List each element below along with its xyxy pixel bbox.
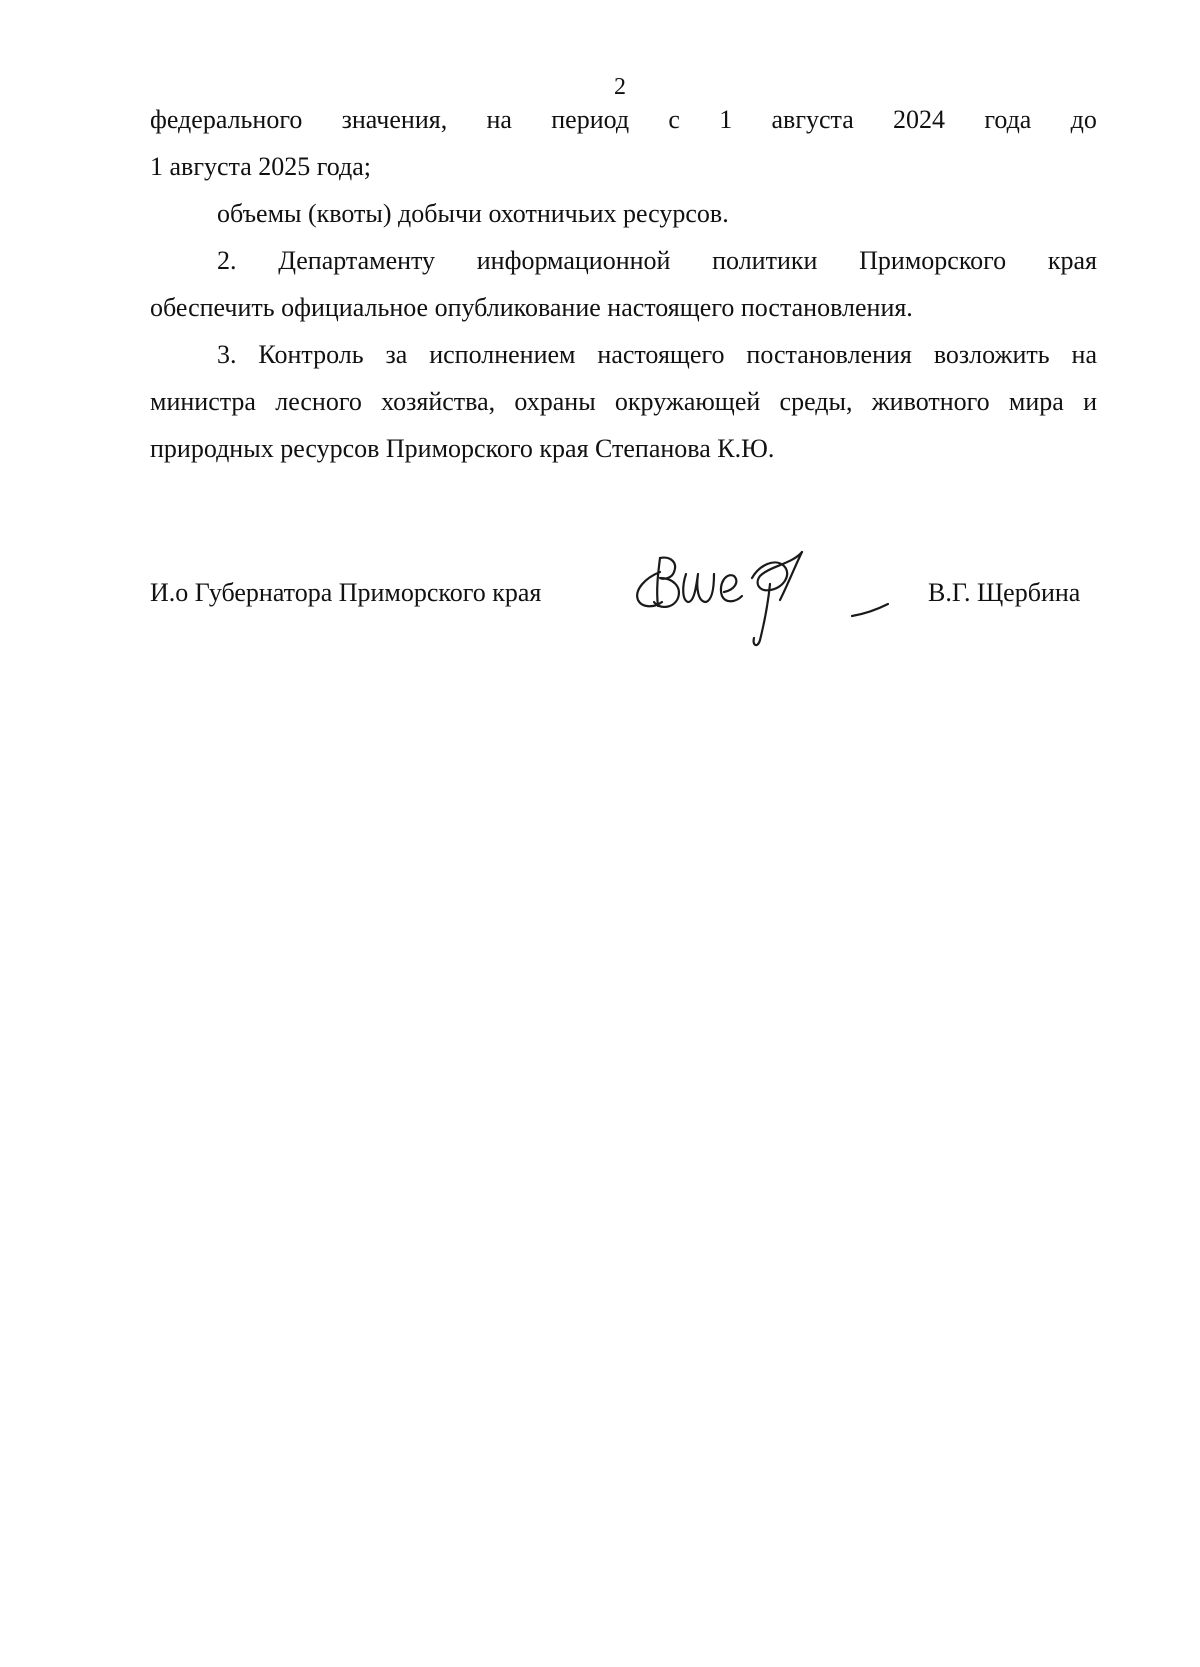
word: с: [668, 105, 680, 134]
paragraph-1-line-1: [150, 96, 1097, 143]
paragraph-4-line-3: природных ресурсов Приморского края Степанова К.Ю.: [150, 434, 775, 463]
word: возложить: [933, 340, 1050, 369]
paragraph-3-line-1: [150, 237, 1097, 284]
word: хозяйства,: [381, 387, 496, 416]
word: мира: [1008, 387, 1064, 416]
signature-block: [150, 544, 1097, 664]
word: года: [984, 105, 1032, 134]
word: на: [486, 105, 512, 134]
word: информационной: [476, 246, 671, 275]
word: Приморского: [859, 246, 1007, 275]
word: 2024: [893, 105, 946, 134]
item-number: 3.: [217, 340, 237, 369]
word: политики: [712, 246, 818, 275]
signatory-title: И.о Губернатора Приморского края: [150, 578, 542, 607]
word: 1: [719, 105, 733, 134]
word: августа: [771, 105, 854, 134]
word: Контроль: [258, 340, 364, 369]
paragraph-2: объемы (квоты) добычи охотничьих ресурсов.: [217, 199, 729, 228]
signature-lettering: ВШер: [620, 652, 623, 653]
paragraph-1-line-2: 1 августа 2025 года;: [150, 152, 371, 181]
word: постановления: [746, 340, 912, 369]
word: окружающей: [614, 387, 761, 416]
word: до: [1070, 105, 1097, 134]
paragraph-4-line-1: [150, 331, 1097, 378]
word: за: [385, 340, 408, 369]
word: охраны: [514, 387, 596, 416]
word: федерального: [150, 105, 303, 134]
handwritten-signature: [620, 544, 920, 654]
word: министра: [150, 387, 256, 416]
paragraph-4-line-2: [150, 378, 1097, 425]
word: Департаменту: [278, 246, 436, 275]
word: животного: [871, 387, 990, 416]
word: и: [1083, 387, 1097, 416]
word: исполнением: [429, 340, 576, 369]
word: лесного: [275, 387, 362, 416]
signatory-name: В.Г. Щербина: [928, 578, 1081, 607]
word: среды,: [779, 387, 853, 416]
word: период: [551, 105, 630, 134]
word: значения,: [341, 105, 448, 134]
item-number: 2.: [217, 246, 237, 275]
word: настоящего: [597, 340, 725, 369]
word: на: [1071, 340, 1097, 369]
document-body: [150, 96, 1097, 472]
page-number: 2: [614, 74, 626, 100]
paragraph-3-line-2: обеспечить официальное опубликование настоящего постановления.: [150, 293, 913, 322]
word: края: [1047, 246, 1097, 275]
